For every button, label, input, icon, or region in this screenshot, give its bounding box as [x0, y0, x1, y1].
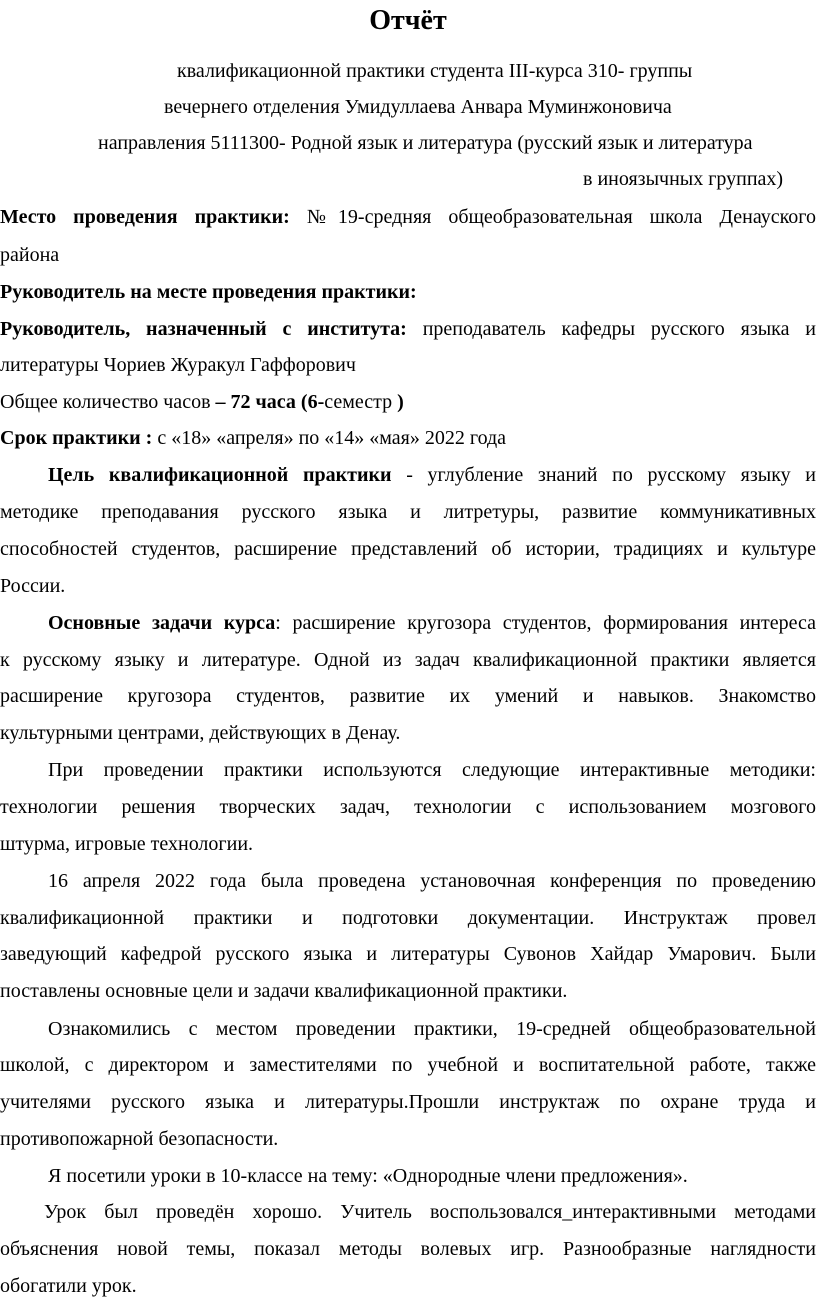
header-line-1: квалификационной практики студента III-курса 310- группы [177, 60, 693, 82]
place-line [0, 205, 816, 229]
place-value: №19-средняя общеобразовательная школа Денауского [306, 206, 816, 228]
goal-line-3: способностей студентов, расширение представлений об истории, традициях и культуре [0, 538, 816, 560]
goal-line-4: России. [0, 575, 66, 597]
goal-label: Цель квалификационной практики [48, 464, 392, 486]
header-line-2: вечернего отделения Умидуллаева Анвара Муминжоновича [164, 96, 672, 118]
intro-line-4: противопожарной безопасности. [0, 1128, 279, 1150]
lesson-line-1: Урок был проведён хорошо. Учитель воспользовался_интерактивными методами [44, 1201, 816, 1223]
conf-line-3: заведующий кафедрой русского языка и литературы Сувонов Хайдар Умарович. Были [0, 943, 816, 965]
lesson-line-3: обогатили урок. [0, 1275, 137, 1297]
supervisor-inst-value: преподаватель кафедры русского языка и [422, 318, 816, 340]
place-label: Место проведения практики: [0, 206, 290, 228]
methods-line-2: технологии решения творческих задач, технологии с использованием мозгового [0, 796, 816, 818]
intro-line-2: школой, с директором и заместителями по учебной и воспитательной работе, также [0, 1054, 816, 1076]
term-value: с «18» «апреля» по «14» «мая» 2022 года [152, 427, 507, 449]
document-title: Отчёт [369, 5, 447, 36]
tasks-line-4: культурными центрами, действующих в Денау. [0, 722, 401, 744]
tasks-line-2: к русскому языку и литературе. Одной из задач квалификационной практики является [0, 649, 816, 671]
tasks-label: Основные задачи курса [48, 612, 276, 634]
term-line [0, 426, 506, 450]
conf-line-4: поставлены основные цели и задачи квалификационной практики. [0, 980, 568, 1002]
supervisor-inst-line [0, 317, 816, 341]
place-value-cont: района [0, 244, 60, 266]
header-line-3: направления 5111300- Родной язык и литература (русский язык и литература [98, 132, 753, 154]
lesson-line-2: объяснения новой темы, показал методы волевых игр. Разнообразные наглядности [0, 1238, 816, 1260]
goal-line-2: методике преподавания русского языка и литретуры, развитие коммуникативных [0, 501, 816, 523]
supervisor-inst-cont: литературы Чориев Журакул Гаффорович [0, 354, 356, 376]
tasks-line-1: Основные задачи курса: расширение кругозора студентов, формирования интереса [48, 612, 816, 634]
supervisor-site-label: Руководитель на месте проведения практики: [0, 281, 417, 303]
tasks-line-3: расширение кругозора студентов, развитие их умений и навыков. Знакомство [0, 685, 816, 707]
conf-line-1: 16 апреля 2022 года была проведена установочная конференция по проведению [48, 870, 816, 892]
term-label: Срок практики : [0, 427, 153, 449]
methods-line-1: При проведении практики используются следующие интерактивные методики: [48, 759, 816, 781]
methods-line-3: штурма, игровые технологии. [0, 833, 254, 855]
supervisor-inst-label: Руководитель, назначенный с института: [0, 318, 407, 340]
goal-line-1: Цель квалификационной практики - углубление знаний по русскому языку и [48, 464, 816, 486]
intro-line-1: Ознакомились с местом проведении практики, 19-средней общеобразовательной [48, 1018, 816, 1040]
hours-line: Общее количество часов – 72 часа (6-семестр ) [0, 391, 404, 413]
conf-line-2: квалификационной практики и подготовки документации. Инструктаж провел [0, 907, 816, 929]
intro-line-3: учителями русского языка и литературы.Прошли инструктаж по охране труда и [0, 1091, 816, 1113]
visit-line-1: Я посетили уроки в 10-классе на тему: «Однородные члени предложения». [48, 1165, 688, 1187]
header-line-4: в иноязычных группах) [583, 168, 784, 190]
